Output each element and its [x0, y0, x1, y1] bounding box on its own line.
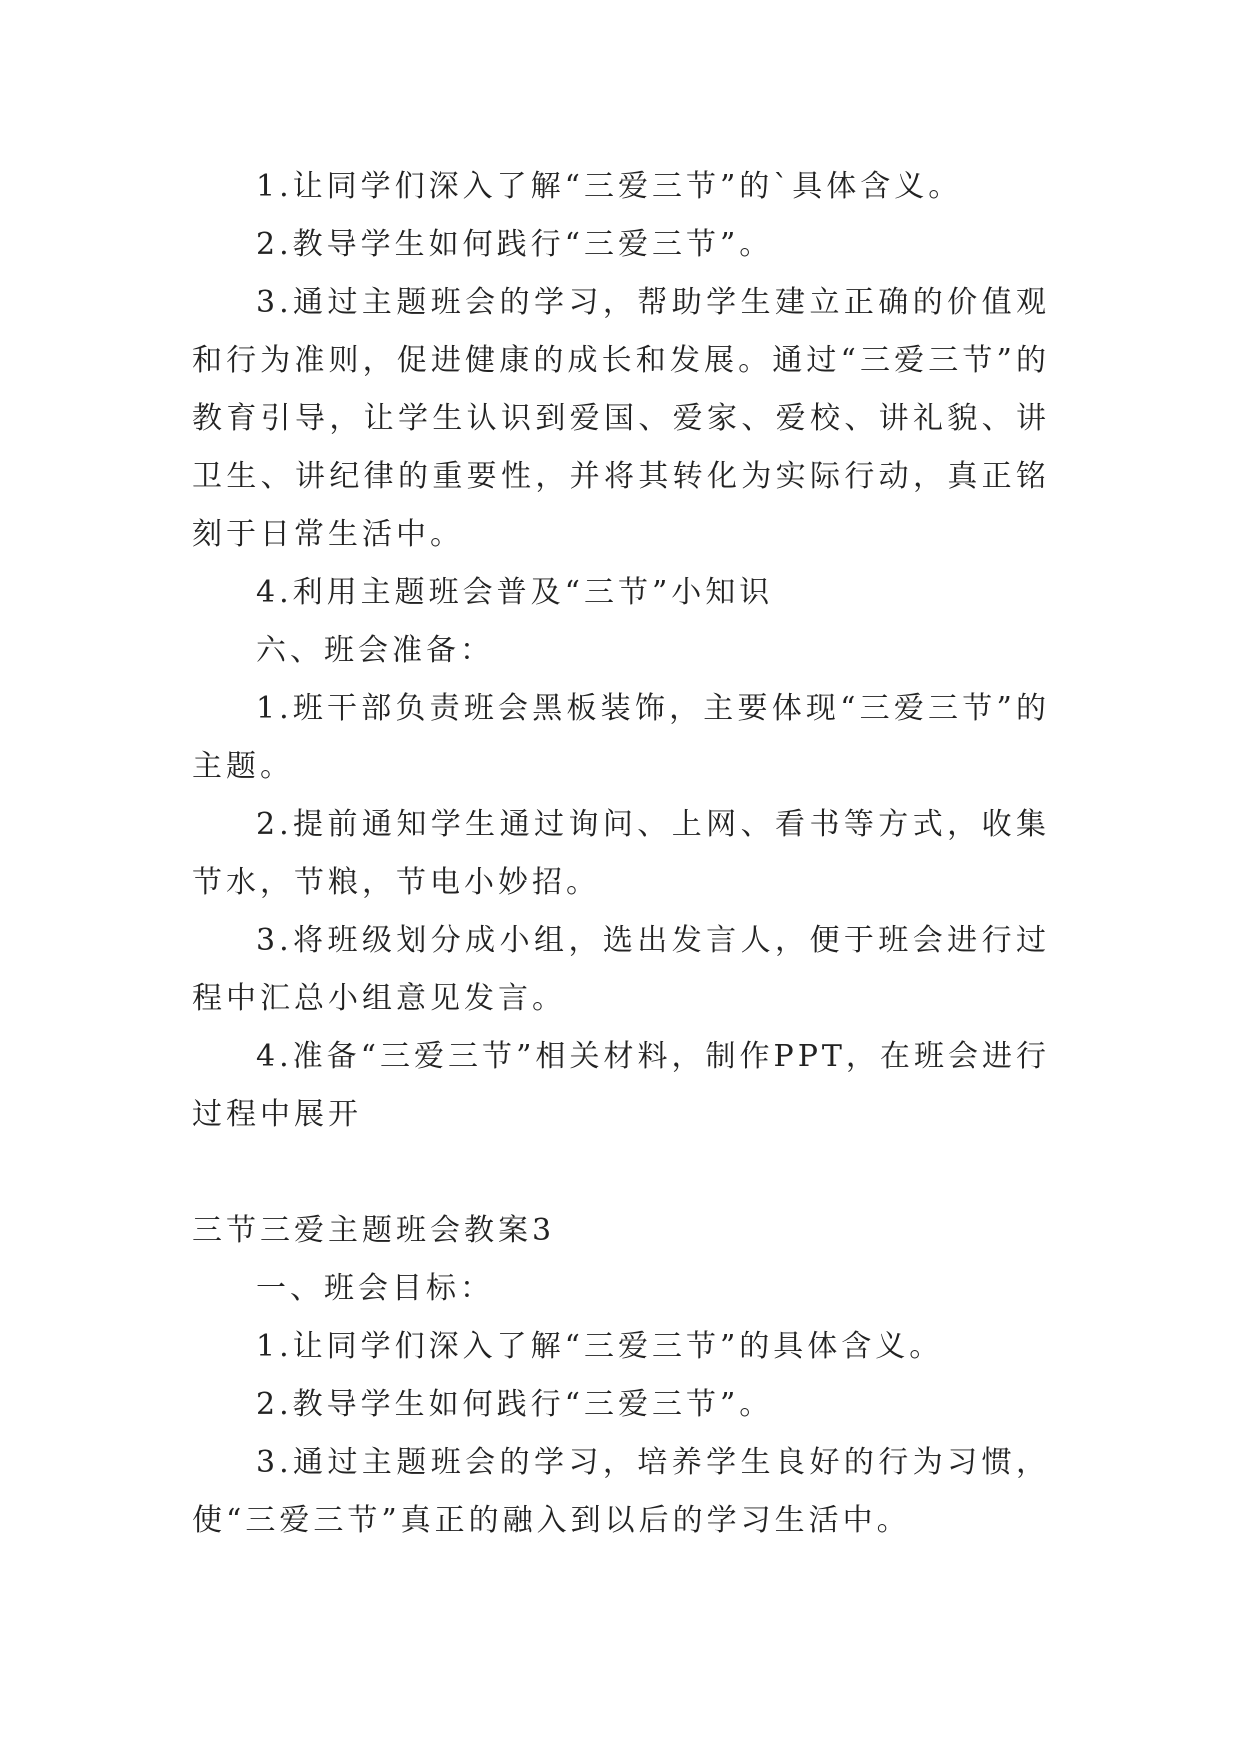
- section-heading-goals: 一、班会目标：: [256, 1271, 494, 1306]
- section-heading-preparation: 六、班会准备：: [256, 633, 494, 668]
- paragraph-objective-2: 2.教导学生如何践行“三爱三节”。: [256, 227, 774, 262]
- paragraph-objective-4: 4.利用主题班会普及“三节”小知识: [256, 575, 774, 610]
- document-page: [192, 158, 1050, 1550]
- paragraph-preparation-3: 3.将班级划分成小组，选出发言人，便于班会进行过程中汇总小组意见发言。: [192, 923, 1050, 1016]
- paragraph-preparation-4: 4.准备“三爱三节”相关材料，制作PPT，在班会进行过程中展开: [192, 1039, 1050, 1132]
- paragraph-objective-1: 1.让同学们深入了解“三爱三节”的`具体含义。: [256, 169, 963, 204]
- document-title: 三节三爱主题班会教案3: [192, 1213, 556, 1248]
- paragraph-goal-2: 2.教导学生如何践行“三爱三节”。: [256, 1387, 774, 1422]
- section-spacer: [192, 1144, 1050, 1202]
- paragraph-preparation-1: 1.班干部负责班会黑板装饰，主要体现“三爱三节”的主题。: [192, 691, 1050, 784]
- paragraph-objective-3: 3.通过主题班会的学习，帮助学生建立正确的价值观和行为准则，促进健康的成长和发展。通过“三爱三节”的教育引导，让学生认识到爱国、爱家、爱校、讲礼貌、讲卫生、讲纪律的重要性，并将其转化为实际行动，真正铭刻于日常生活中。: [192, 285, 1050, 552]
- paragraph-goal-1: 1.让同学们深入了解“三爱三节”的具体含义。: [256, 1329, 944, 1364]
- paragraph-goal-3: 3.通过主题班会的学习，培养学生良好的行为习惯，使“三爱三节”真正的融入到以后的学习生活中。: [192, 1445, 1050, 1538]
- paragraph-preparation-2: 2.提前通知学生通过询问、上网、看书等方式，收集节水，节粮，节电小妙招。: [192, 807, 1050, 900]
